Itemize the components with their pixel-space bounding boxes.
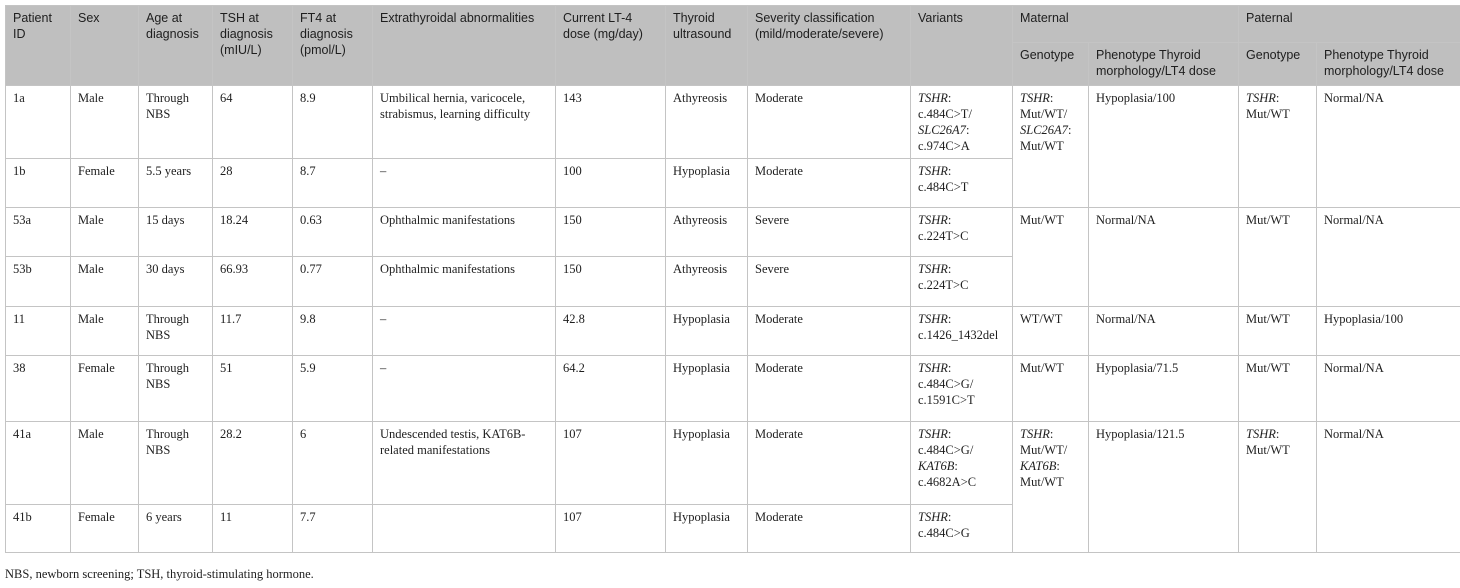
cell-ft4: 5.9 [293, 356, 373, 422]
cell-tsh: 28.2 [213, 422, 293, 505]
cell-patient-id: 41a [6, 422, 71, 505]
cell-patient-id: 53a [6, 208, 71, 257]
cell-maternal-genotype: TSHR: Mut/WT/ SLC26A7: Mut/WT [1013, 86, 1089, 208]
cell-paternal-phenotype: Hypoplasia/100 [1317, 307, 1460, 356]
cell-ft4: 0.77 [293, 257, 373, 307]
cell-maternal-phenotype: Hypoplasia/100 [1089, 86, 1239, 208]
cell-severity: Moderate [748, 422, 911, 505]
col-header-variants: Variants [911, 6, 1013, 86]
cell-maternal-phenotype: Normal/NA [1089, 307, 1239, 356]
col-header-maternal: Maternal [1013, 6, 1239, 43]
cell-age: Through NBS [139, 86, 213, 159]
gene-name: SLC26A7 [918, 123, 966, 137]
cell-ft4: 7.7 [293, 505, 373, 553]
cell-variants: TSHR: c.484C>T/ SLC26A7: c.974C>A [911, 86, 1013, 159]
cell-extrathyroidal: Ophthalmic manifestations [373, 257, 556, 307]
cell-variants: TSHR: c.484C>G/ KAT6B: c.4682A>C [911, 422, 1013, 505]
cell-sex: Male [71, 307, 139, 356]
cell-ultrasound: Athyreosis [666, 208, 748, 257]
col-header-tsh: TSH at diagnosis (mIU/L) [213, 6, 293, 86]
cell-extrathyroidal: Undescended testis, KAT6B-related manifestations [373, 422, 556, 505]
cell-tsh: 11.7 [213, 307, 293, 356]
cell-variants: TSHR: c.484C>G/ c.1591C>T [911, 356, 1013, 422]
cell-maternal-phenotype: Hypoplasia/121.5 [1089, 422, 1239, 553]
cell-patient-id: 11 [6, 307, 71, 356]
cell-age: 30 days [139, 257, 213, 307]
gene-name: SLC26A7 [1020, 123, 1068, 137]
gene-name: TSHR [1020, 91, 1050, 105]
cell-variants: TSHR: c.484C>G [911, 505, 1013, 553]
table-row [6, 307, 1460, 356]
cell-sex: Male [71, 86, 139, 159]
cell-sex: Female [71, 356, 139, 422]
cell-paternal-genotype: TSHR: Mut/WT [1239, 422, 1317, 553]
col-header-paternal-genotype: Genotype [1239, 43, 1317, 86]
cell-lt4-dose: 150 [556, 257, 666, 307]
cell-paternal-phenotype: Normal/NA [1317, 356, 1460, 422]
cell-ultrasound: Hypoplasia [666, 422, 748, 505]
cell-ultrasound: Athyreosis [666, 257, 748, 307]
gene-name: TSHR [1020, 427, 1050, 441]
gene-name: TSHR [918, 510, 948, 524]
cell-age: 6 years [139, 505, 213, 553]
col-header-severity: Severity classification (mild/moderate/severe) [748, 6, 911, 86]
cell-severity: Moderate [748, 159, 911, 208]
cell-severity: Moderate [748, 356, 911, 422]
table-row [6, 208, 1460, 257]
cell-paternal-genotype: Mut/WT [1239, 307, 1317, 356]
gene-name: TSHR [918, 164, 948, 178]
cell-sex: Male [71, 422, 139, 505]
cell-tsh: 51 [213, 356, 293, 422]
cell-tsh: 18.24 [213, 208, 293, 257]
cell-paternal-phenotype: Normal/NA [1317, 422, 1460, 553]
col-header-extrathyroidal: Extrathyroidal abnormalities [373, 6, 556, 86]
cell-tsh: 66.93 [213, 257, 293, 307]
cell-patient-id: 1b [6, 159, 71, 208]
gene-name: TSHR [918, 312, 948, 326]
cell-severity: Moderate [748, 505, 911, 553]
cell-lt4-dose: 100 [556, 159, 666, 208]
col-header-lt4-dose: Current LT-4 dose (mg/day) [556, 6, 666, 86]
cell-sex: Male [71, 208, 139, 257]
cell-severity: Moderate [748, 86, 911, 159]
cell-paternal-genotype: Mut/WT [1239, 208, 1317, 307]
table-row [6, 422, 1460, 505]
col-header-ft4: FT4 at diagnosis (pmol/L) [293, 6, 373, 86]
cell-maternal-genotype: Mut/WT [1013, 208, 1089, 307]
cell-tsh: 28 [213, 159, 293, 208]
cell-tsh: 11 [213, 505, 293, 553]
cell-extrathyroidal: Umbilical hernia, varicocele, strabismus, learning difficulty [373, 86, 556, 159]
cell-variants: TSHR: c.224T>C [911, 208, 1013, 257]
cell-age: 5.5 years [139, 159, 213, 208]
cell-maternal-phenotype: Normal/NA [1089, 208, 1239, 307]
cell-paternal-phenotype: Normal/NA [1317, 86, 1460, 208]
cell-age: 15 days [139, 208, 213, 257]
cell-paternal-genotype: Mut/WT [1239, 356, 1317, 422]
gene-name: TSHR [918, 213, 948, 227]
cell-ultrasound: Hypoplasia [666, 159, 748, 208]
cell-variants: TSHR: c.224T>C [911, 257, 1013, 307]
clinical-genetic-table [5, 5, 1460, 553]
cell-ft4: 8.7 [293, 159, 373, 208]
table-footnote: NBS, newborn screening; TSH, thyroid-stimulating hormone. [5, 567, 314, 581]
header-row [6, 6, 1460, 43]
cell-extrathyroidal: – [373, 159, 556, 208]
cell-age: Through NBS [139, 356, 213, 422]
cell-ultrasound: Hypoplasia [666, 307, 748, 356]
cell-extrathyroidal: – [373, 356, 556, 422]
cell-lt4-dose: 107 [556, 505, 666, 553]
cell-tsh: 64 [213, 86, 293, 159]
gene-name: TSHR [1246, 91, 1276, 105]
cell-paternal-phenotype: Normal/NA [1317, 208, 1460, 307]
cell-severity: Severe [748, 257, 911, 307]
gene-name: TSHR [918, 427, 948, 441]
cell-sex: Female [71, 505, 139, 553]
cell-ultrasound: Hypoplasia [666, 356, 748, 422]
cell-lt4-dose: 107 [556, 422, 666, 505]
cell-sex: Male [71, 257, 139, 307]
gene-name: TSHR [918, 361, 948, 375]
cell-lt4-dose: 42.8 [556, 307, 666, 356]
cell-lt4-dose: 150 [556, 208, 666, 257]
cell-sex: Female [71, 159, 139, 208]
cell-patient-id: 1a [6, 86, 71, 159]
cell-extrathyroidal [373, 505, 556, 553]
table-row [6, 356, 1460, 422]
cell-ft4: 6 [293, 422, 373, 505]
cell-lt4-dose: 143 [556, 86, 666, 159]
cell-age: Through NBS [139, 422, 213, 505]
col-header-maternal-phenotype: Phenotype Thyroid morphology/LT4 dose [1089, 43, 1239, 86]
cell-maternal-genotype: WT/WT [1013, 307, 1089, 356]
table-row [6, 86, 1460, 159]
cell-paternal-genotype: TSHR: Mut/WT [1239, 86, 1317, 208]
cell-ft4: 9.8 [293, 307, 373, 356]
cell-lt4-dose: 64.2 [556, 356, 666, 422]
cell-patient-id: 41b [6, 505, 71, 553]
col-header-patient-id: Patient ID [6, 6, 71, 86]
col-header-age: Age at diagnosis [139, 6, 213, 86]
cell-maternal-genotype: Mut/WT [1013, 356, 1089, 422]
col-header-ultrasound: Thyroid ultrasound [666, 6, 748, 86]
gene-name: KAT6B [918, 459, 955, 473]
cell-age: Through NBS [139, 307, 213, 356]
col-header-maternal-genotype: Genotype [1013, 43, 1089, 86]
cell-extrathyroidal: – [373, 307, 556, 356]
cell-ft4: 0.63 [293, 208, 373, 257]
col-header-paternal: Paternal [1239, 6, 1460, 43]
cell-ultrasound: Athyreosis [666, 86, 748, 159]
gene-name: TSHR [918, 262, 948, 276]
cell-patient-id: 53b [6, 257, 71, 307]
cell-patient-id: 38 [6, 356, 71, 422]
cell-maternal-phenotype: Hypoplasia/71.5 [1089, 356, 1239, 422]
cell-severity: Severe [748, 208, 911, 257]
gene-name: TSHR [1246, 427, 1276, 441]
cell-severity: Moderate [748, 307, 911, 356]
cell-ft4: 8.9 [293, 86, 373, 159]
gene-name: TSHR [918, 91, 948, 105]
cell-variants: TSHR: c.484C>T [911, 159, 1013, 208]
cell-ultrasound: Hypoplasia [666, 505, 748, 553]
cell-maternal-genotype: TSHR: Mut/WT/ KAT6B: Mut/WT [1013, 422, 1089, 553]
gene-name: KAT6B [1020, 459, 1057, 473]
col-header-sex: Sex [71, 6, 139, 86]
cell-variants: TSHR: c.1426_1432del [911, 307, 1013, 356]
col-header-paternal-phenotype: Phenotype Thyroid morphology/LT4 dose [1317, 43, 1460, 86]
cell-extrathyroidal: Ophthalmic manifestations [373, 208, 556, 257]
